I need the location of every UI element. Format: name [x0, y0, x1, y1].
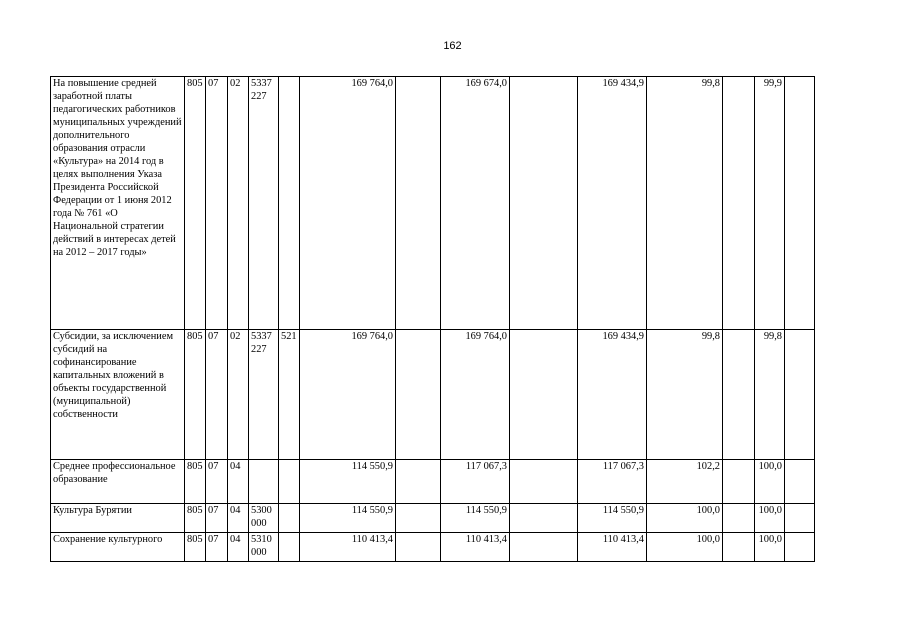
empty-cell — [396, 460, 441, 504]
empty-cell — [723, 460, 755, 504]
empty-cell — [723, 504, 755, 533]
percent-initial-value: 99,8 — [647, 330, 723, 460]
row-name: На повышение средней заработной платы педагогических работников муниципальных учреждений дополнительного образования отрасли «Культура» на 2014 год в целях выполнения Указа Президента Российской Федерации от 1 июня 2012 года № 761 «О Национальной стратегии действий в интересах детей на 2012 – 2017 годы» — [51, 77, 185, 330]
empty-cell — [396, 330, 441, 460]
section-code: 07 — [206, 504, 228, 533]
empty-cell — [510, 533, 578, 562]
table-row — [51, 77, 815, 330]
grbs-code: 805 — [185, 77, 206, 330]
percent-initial-value: 100,0 — [647, 533, 723, 562]
executed-value: 114 550,9 — [578, 504, 647, 533]
row-name: Сохранение культурного — [51, 533, 185, 562]
empty-cell — [785, 533, 815, 562]
expense-type-code — [279, 533, 300, 562]
budget-table — [50, 76, 815, 562]
section-code: 07 — [206, 77, 228, 330]
plan-refined-value: 169 764,0 — [441, 330, 510, 460]
page-number: 162 — [443, 40, 462, 52]
grbs-code: 805 — [185, 504, 206, 533]
empty-cell — [396, 504, 441, 533]
subsection-code: 04 — [228, 533, 249, 562]
empty-cell — [396, 533, 441, 562]
plan-refined-value: 169 674,0 — [441, 77, 510, 330]
empty-cell — [785, 330, 815, 460]
empty-cell — [510, 77, 578, 330]
expense-type-code: 521 — [279, 330, 300, 460]
empty-cell — [723, 330, 755, 460]
target-article-code: 5310 000 — [249, 533, 279, 562]
plan-refined-value: 114 550,9 — [441, 504, 510, 533]
percent-initial-value: 99,8 — [647, 77, 723, 330]
grbs-code: 805 — [185, 330, 206, 460]
empty-cell — [510, 504, 578, 533]
plan-initial-value: 110 413,4 — [300, 533, 396, 562]
table-row — [51, 330, 815, 460]
expense-type-code — [279, 460, 300, 504]
plan-refined-value: 110 413,4 — [441, 533, 510, 562]
executed-value: 169 434,9 — [578, 77, 647, 330]
table-row — [51, 533, 815, 562]
table-row — [51, 504, 815, 533]
executed-value: 110 413,4 — [578, 533, 647, 562]
section-code: 07 — [206, 533, 228, 562]
plan-initial-value: 169 764,0 — [300, 330, 396, 460]
percent-initial-value: 102,2 — [647, 460, 723, 504]
empty-cell — [785, 77, 815, 330]
subsection-code: 02 — [228, 330, 249, 460]
plan-initial-value: 114 550,9 — [300, 460, 396, 504]
target-article-code: 5337 227 — [249, 330, 279, 460]
percent-refined-value: 100,0 — [755, 504, 785, 533]
subsection-code: 04 — [228, 504, 249, 533]
percent-initial-value: 100,0 — [647, 504, 723, 533]
subsection-code: 04 — [228, 460, 249, 504]
row-name: Культура Бурятии — [51, 504, 185, 533]
plan-initial-value: 169 764,0 — [300, 77, 396, 330]
expense-type-code — [279, 77, 300, 330]
plan-initial-value: 114 550,9 — [300, 504, 396, 533]
empty-cell — [723, 77, 755, 330]
target-article-code: 5337 227 — [249, 77, 279, 330]
percent-refined-value: 100,0 — [755, 533, 785, 562]
executed-value: 117 067,3 — [578, 460, 647, 504]
empty-cell — [510, 330, 578, 460]
section-code: 07 — [206, 330, 228, 460]
executed-value: 169 434,9 — [578, 330, 647, 460]
percent-refined-value: 100,0 — [755, 460, 785, 504]
row-name: Среднее профессиональное образование — [51, 460, 185, 504]
table-row — [51, 460, 815, 504]
row-name: Субсидии, за исключением субсидий на софинансирование капитальных вложений в объекты государственной (муниципальной) собственности — [51, 330, 185, 460]
grbs-code: 805 — [185, 533, 206, 562]
empty-cell — [396, 77, 441, 330]
percent-refined-value: 99,8 — [755, 330, 785, 460]
empty-cell — [785, 504, 815, 533]
empty-cell — [723, 533, 755, 562]
empty-cell — [785, 460, 815, 504]
percent-refined-value: 99,9 — [755, 77, 785, 330]
target-article-code: 5300 000 — [249, 504, 279, 533]
section-code: 07 — [206, 460, 228, 504]
target-article-code — [249, 460, 279, 504]
empty-cell — [510, 460, 578, 504]
plan-refined-value: 117 067,3 — [441, 460, 510, 504]
subsection-code: 02 — [228, 77, 249, 330]
expense-type-code — [279, 504, 300, 533]
grbs-code: 805 — [185, 460, 206, 504]
